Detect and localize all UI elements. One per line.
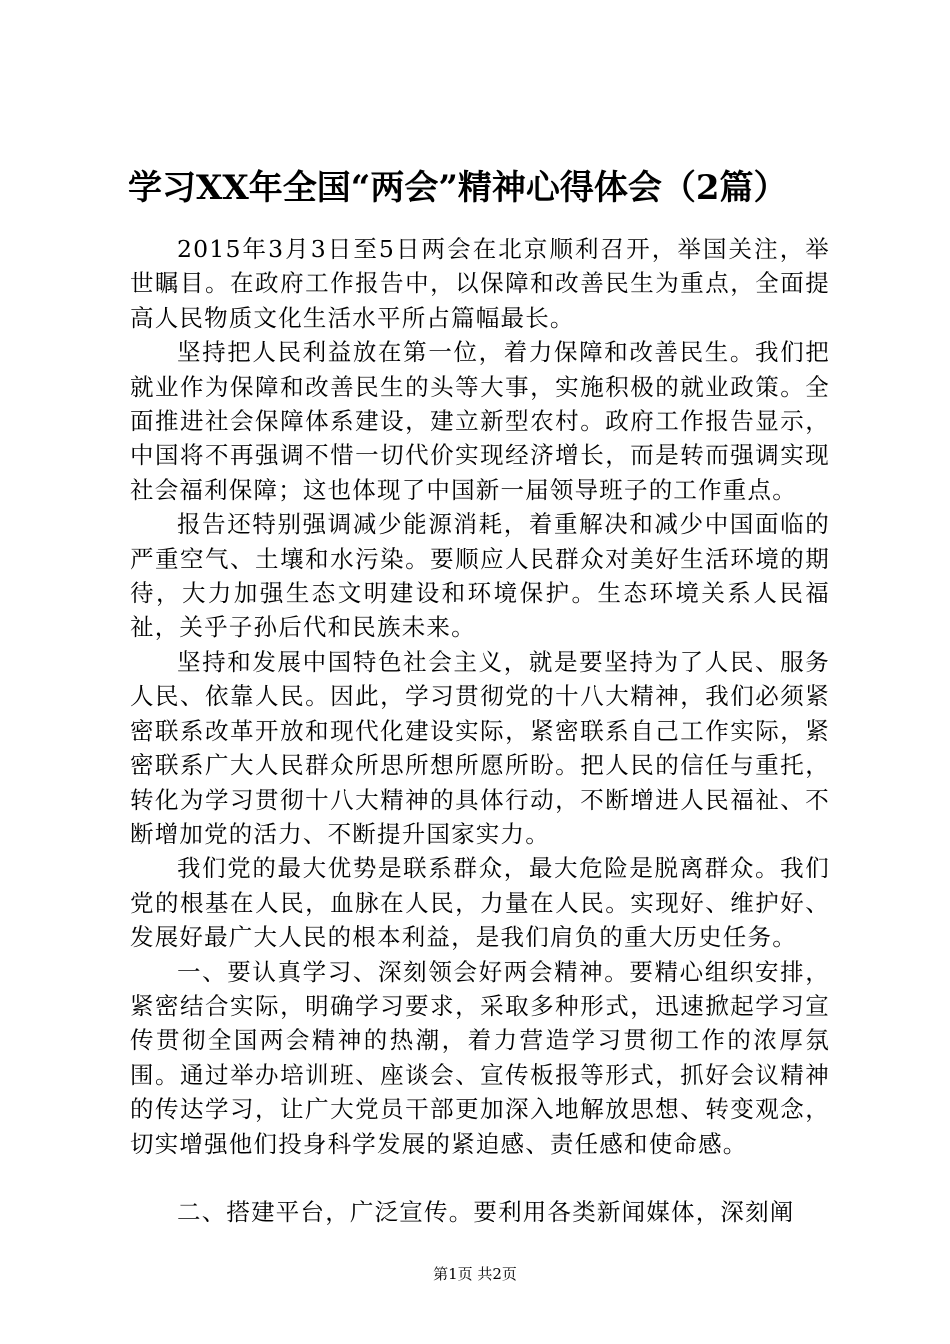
paragraph-6: 一、要认真学习、深刻领会好两会精神。要精心组织安排，紧密结合实际，明确学习要求，采取多种形式，迅速掀起学习宣传贯彻全国两会精神的热潮，着力营造学习贯彻工作的浓厚氛围。通过举办培训班、座谈会、宣传板报等形式，抓好会议精神的传达学习，让广大党员干部更加深入地解放思想、转变观念，切实增强他们投身科学发展的紧迫感、责任感和使命感。 <box>130 957 830 1158</box>
page-footer: 第1页 共2页 <box>433 1265 517 1283</box>
paragraph-3: 报告还特别强调减少能源消耗，着重解决和减少中国面临的严重空气、土壤和水污染。要顺应人民群众对美好生活环境的期待，大力加强生态文明建设和环境保护。生态环境关系人民福祉，关乎子孙后代和民族未来。 <box>130 510 830 642</box>
paragraph-7: 二、搭建平台，广泛宣传。要利用各类新闻媒体，深刻阐 <box>177 1197 795 1226</box>
paragraph-4: 坚持和发展中国特色社会主义，就是要坚持为了人民、服务人民、依靠人民。因此，学习贯彻党的十八大精神，我们必须紧密联系改革开放和现代化建设实际，紧密联系自己工作实际，紧密联系广大人民群众所思所想所愿所盼。把人民的信任与重托，转化为学习贯彻十八大精神的具体行动，不断增进人民福祉、不断增加党的活力、不断提升国家实力。 <box>130 647 830 848</box>
document-title: 学习XX年全国“两会”精神心得体会（2篇） <box>128 168 788 208</box>
paragraph-2: 坚持把人民利益放在第一位，着力保障和改善民生。我们把就业作为保障和改善民生的头等大事，实施积极的就业政策。全面推进社会保障体系建设，建立新型农村。政府工作报告显示，中国将不再强调不惜一切代价实现经济增长，而是转而强调实现社会福利保障；这也体现了中国新一届领导班子的工作重点。 <box>130 338 830 504</box>
document-body <box>130 232 830 1229</box>
paragraph-5: 我们党的最大优势是联系群众，最大危险是脱离群众。我们党的根基在人民，血脉在人民，力量在人民。实现好、维护好、发展好最广大人民的根本利益，是我们肩负的重大历史任务。 <box>130 854 830 952</box>
paragraph-1: 2015年3月3日至5日两会在北京顺利召开，举国关注，举世瞩目。在政府工作报告中，以保障和改善民生为重点，全面提高人民物质文化生活水平所占篇幅最长。 <box>130 235 830 332</box>
